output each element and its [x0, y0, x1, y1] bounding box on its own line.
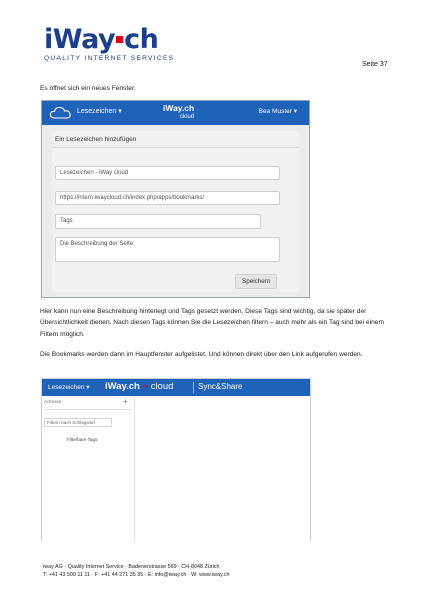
- add-icon[interactable]: +: [123, 397, 128, 406]
- cloud-icon: [49, 105, 73, 120]
- sync-share-label: Sync&Share: [198, 382, 243, 391]
- brand-logo: iWay.ch + cloud: [105, 381, 174, 392]
- tags-field[interactable]: Tags: [55, 214, 261, 229]
- app-header-bar: [42, 101, 309, 125]
- footer-contact: T: +41 43 500 11 11 · F: +41 44 271 35 35 · E: info@iway.ch · W: www.iway.ch: [43, 572, 230, 578]
- intro-text: Es öffnet sich ein neues Fenster.: [40, 85, 136, 92]
- description-field[interactable]: Die Beschreibung der Seite: [55, 237, 280, 262]
- app-header-bar: [42, 379, 310, 396]
- filterable-tags-label: Filterbare Tags: [67, 437, 98, 442]
- user-menu[interactable]: Bea Muster ▾: [258, 108, 297, 115]
- nav-title[interactable]: Lesezeichen ▾: [77, 108, 122, 115]
- url-field[interactable]: https://intern.iwaycloud.ch/index.php/apps/bookmarks/: [55, 191, 280, 205]
- footer: [43, 563, 230, 579]
- brand-logo: iWay.ch cloud: [163, 103, 195, 120]
- add-bookmark-screenshot: [41, 100, 310, 298]
- logo-dot: [116, 36, 123, 43]
- page-number: Seite 37: [362, 61, 388, 68]
- title-field[interactable]: Lesezeichen - iWay cloud: [55, 166, 280, 180]
- panel-title: Ein Lesezeichen hinzufügen: [55, 136, 137, 143]
- bookmarks-main-screenshot: [41, 378, 311, 541]
- body-text-2: Die Bookmarks werden dann im Hauptfenster aufgelistet. Und können direkt über den Link aufgerufen werden.: [40, 351, 363, 358]
- divider: [52, 147, 299, 148]
- nav-title[interactable]: Lesezeichen ▾: [48, 384, 90, 391]
- footer-address: iway AG · Quality Internet Service · Badenerstrasse 569 · CH-8048 Zürich: [43, 564, 220, 570]
- iway-logo: [44, 26, 174, 62]
- save-button[interactable]: Speichern: [235, 274, 277, 289]
- add-bookmark-panel: [52, 131, 299, 292]
- logo-tagline: QUALITY INTERNET SERVICES: [44, 55, 175, 62]
- bookmarks-sidebar: [42, 396, 135, 541]
- address-input[interactable]: Adresse: [44, 400, 132, 410]
- tag-filter-input[interactable]: Filtern nach Schlagwort: [44, 418, 112, 427]
- divider: [193, 382, 194, 393]
- logo-text: iWay ch: [44, 24, 159, 55]
- body-text-1: Hier kann nun eine Beschreibung hinterlegt und Tags gesetzt werden. Diese Tags sind wichtig, da sie später der Übersichtlichkeit dienen. Nach diesen Tags können Sie die Lesezeichen filtern – auch mehr als ein Tag sind bei einem Filtern möglich.: [40, 308, 384, 338]
